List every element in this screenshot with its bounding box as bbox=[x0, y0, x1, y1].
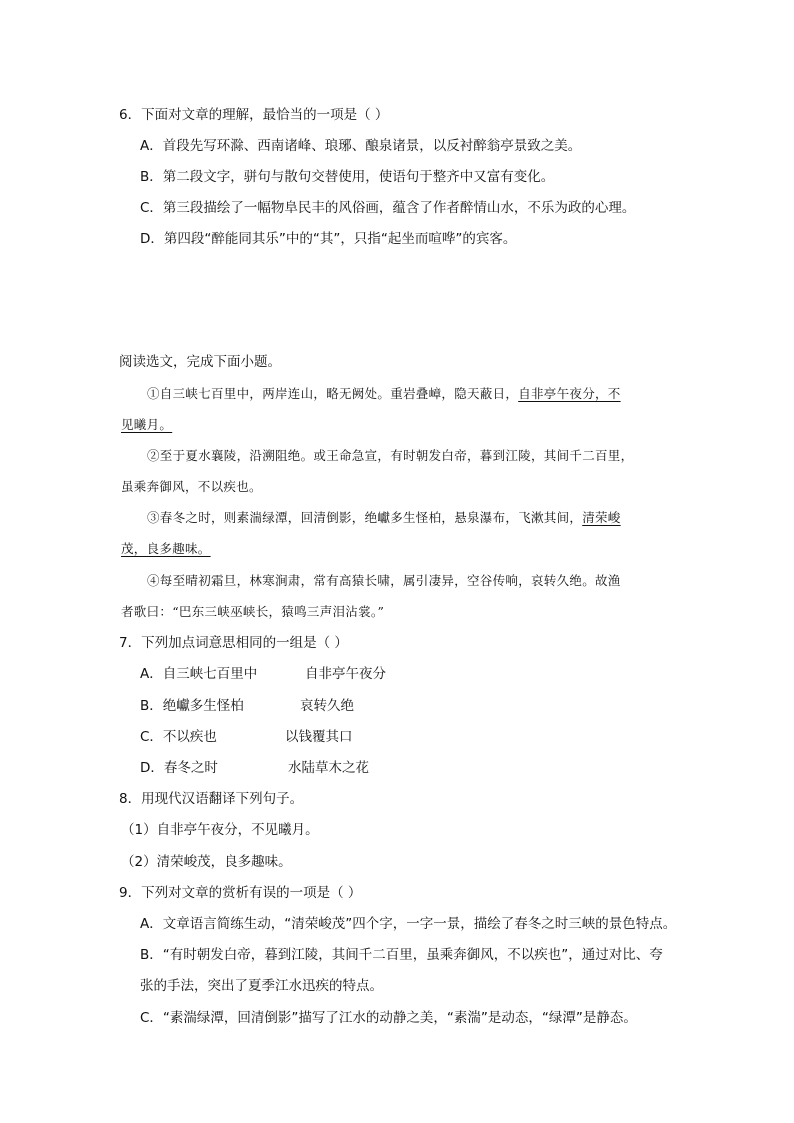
q6-stem: 6．下面对文章的理解，最恰当的一项是（ ） bbox=[119, 107, 389, 123]
q7-option-a-left: A．自三峡七百里中 bbox=[140, 666, 258, 682]
q6-option-d: D．第四段“醉能同其乐”中的“其”，只指“起坐而喧哗”的宾客。 bbox=[140, 231, 517, 247]
q7-option-b-left: B．绝巘多生怪柏 bbox=[140, 698, 244, 714]
q7-option-c bbox=[140, 728, 353, 746]
passage-text: ③春冬之时，则素湍绿潭，回清倒影，绝巘多生怪柏，悬泉瀑布，飞漱其间， bbox=[147, 510, 583, 525]
q9-option-b: B．“有时朝发白帝，暮到江陵，其间千二百里，虽乘奔御风，不以疾也”，通过对比、夸 bbox=[140, 947, 663, 963]
q8-item-2: （2）清荣峻茂，良多趣味。 bbox=[121, 854, 292, 870]
q7-stem: 7．下列加点词意思相同的一组是（ ） bbox=[119, 635, 348, 651]
reading-intro: 阅读选文，完成下面小题。 bbox=[119, 354, 281, 370]
q7-option-b bbox=[140, 697, 354, 715]
q7-option-a-right: 自非亭午夜分 bbox=[305, 666, 386, 682]
q7-option-c-left: C．不以疾也 bbox=[140, 729, 217, 745]
q6-option-c: C．第三段描绘了一幅物阜民丰的风俗画，蕴含了作者醉情山水，不乐为政的心理。 bbox=[140, 200, 636, 216]
passage-text: ①自三峡七百里中，两岸连山，略无阙处。重岩叠嶂，隐天蔽日， bbox=[147, 386, 519, 401]
q9-option-a: A．文章语言简练生动，“清荣峻茂”四个字，一字一景，描绘了春冬之时三峡的景色特点。 bbox=[140, 916, 677, 932]
passage-paragraph-2-cont: 虽乘奔御风，不以疾也。 bbox=[121, 479, 262, 494]
q9-stem: 9．下列对文章的赏析有误的一项是（ ） bbox=[119, 885, 362, 901]
q7-option-d-left: D．春冬之时 bbox=[140, 760, 218, 776]
passage-paragraph-1-cont bbox=[121, 416, 172, 434]
passage-paragraph-2: ②至于夏水襄陵，沿溯阻绝。或王命急宣，有时朝发白帝，暮到江陵，其间千二百里， bbox=[147, 448, 634, 463]
underlined-sentence: 清荣峻 bbox=[582, 510, 621, 525]
passage-paragraph-1 bbox=[147, 385, 621, 403]
passage-paragraph-3 bbox=[147, 509, 621, 527]
q8-stem: 8．用现代汉语翻译下列句子。 bbox=[119, 791, 304, 807]
passage-paragraph-3-cont bbox=[121, 540, 211, 558]
passage-paragraph-4: ④每至晴初霜旦，林寒涧肃，常有高猿长啸，属引凄异，空谷传响，哀转久绝。故渔 bbox=[147, 573, 621, 588]
q9-option-b-cont: 张的手法，突出了夏季江水迅疾的特点。 bbox=[140, 978, 383, 994]
passage-paragraph-4-cont: 者歌曰：“巴东三峡巫峡长，猿鸣三声泪沾裳。” bbox=[121, 604, 385, 619]
q7-option-d-right: 水陆草木之花 bbox=[288, 760, 369, 776]
underlined-sentence: 茂，良多趣味。 bbox=[121, 541, 211, 556]
q7-option-a bbox=[140, 665, 386, 683]
q9-option-c: C．“素湍绿潭，回清倒影”描写了江水的动静之美，“素湍”是动态，“绿潭”是静态。 bbox=[140, 1010, 637, 1026]
q6-option-b: B．第二段文字，骈句与散句交替使用，使语句于整齐中又富有变化。 bbox=[140, 169, 555, 185]
q7-option-d bbox=[140, 759, 369, 777]
q6-option-a: A．首段先写环滁、西南诸峰、琅琊、酿泉诸景，以反衬醉翁亭景致之美。 bbox=[140, 138, 582, 154]
q7-option-b-right: 哀转久绝 bbox=[300, 698, 354, 714]
q8-item-1: （1）自非亭午夜分，不见曦月。 bbox=[121, 822, 319, 838]
underlined-sentence: 见曦月。 bbox=[121, 417, 173, 432]
q7-option-c-right: 以钱覆其口 bbox=[285, 729, 353, 745]
underlined-sentence: 自非亭午夜分，不 bbox=[518, 386, 621, 401]
